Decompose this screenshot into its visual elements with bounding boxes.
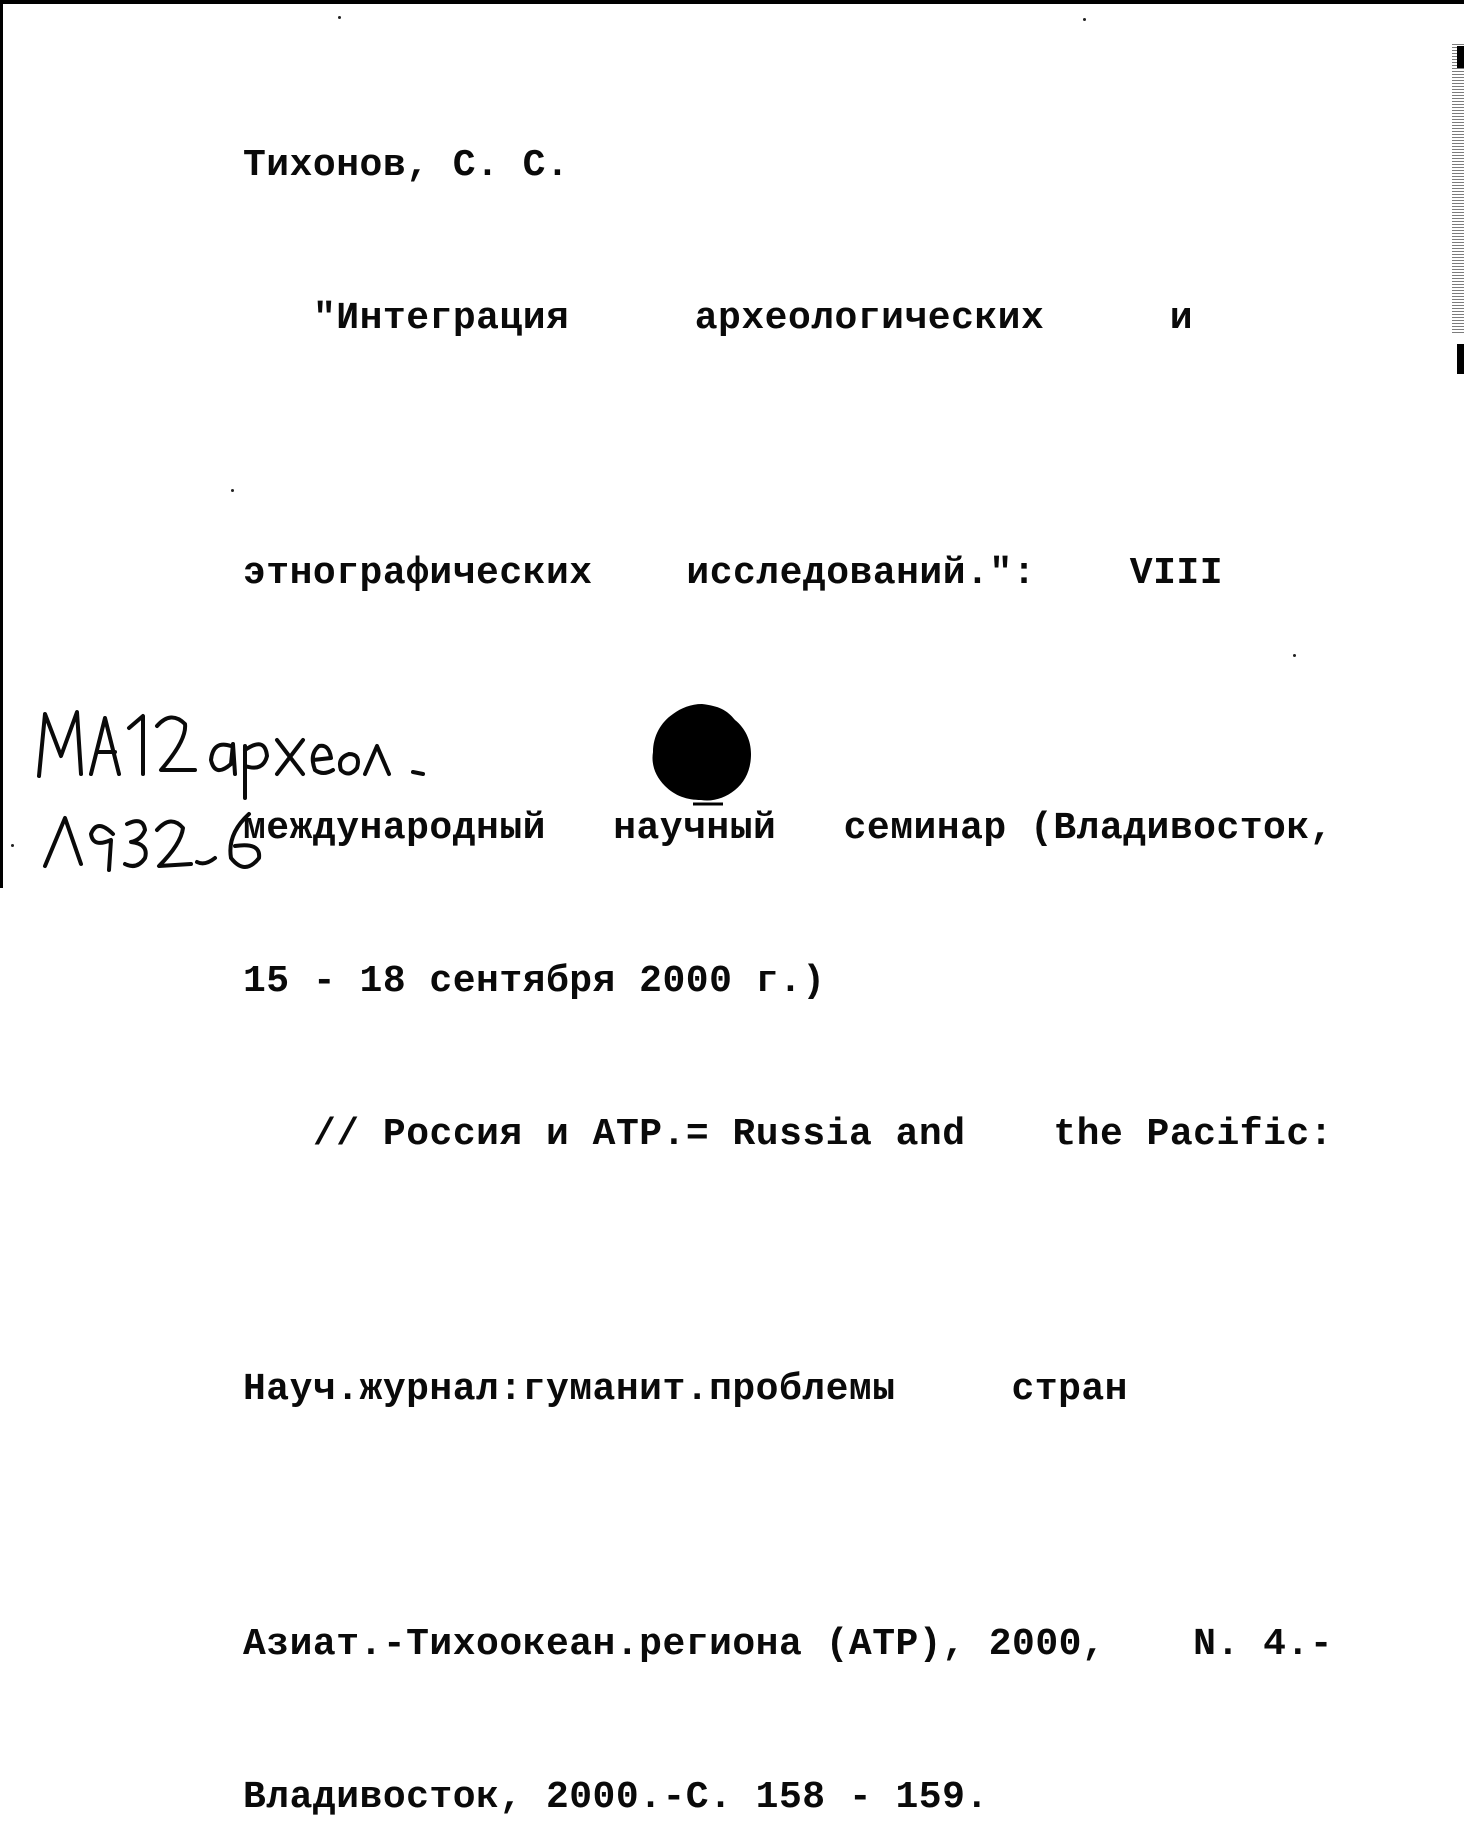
handwritten-glyph (157, 717, 195, 770)
source-line (243, 1007, 1343, 1262)
title-word: VIII (1129, 552, 1223, 595)
title-word: археологических (694, 297, 1045, 340)
scan-speck (11, 844, 14, 847)
source-line (243, 1262, 1343, 1517)
scan-speck (338, 16, 341, 19)
source-text: стран (1011, 1368, 1128, 1411)
bibliographic-entry (243, 140, 1343, 1823)
title-word: научный (613, 807, 777, 850)
conference-dates: 15 - 18 сентября 2000 г.) (243, 960, 826, 1003)
handwritten-glyph (230, 814, 259, 867)
handwritten-glyph (313, 746, 333, 773)
punch-hole (647, 700, 757, 810)
handwritten-glyph (91, 718, 119, 774)
title-word: "Интеграция (313, 297, 570, 340)
handwritten-glyph (211, 744, 235, 774)
imprint-line: Владивосток, 2000.-С. 158 - 159. (243, 1776, 989, 1819)
card-edge-mark (1457, 344, 1464, 374)
source-line (243, 1517, 1343, 1772)
handwritten-glyph (340, 754, 358, 774)
source-text: Науч.журнал:гуманит.проблемы (243, 1368, 896, 1411)
title-word: этнографических (243, 552, 593, 595)
punch-hole-shape (653, 704, 752, 801)
title-word: семинар (Владивосток, (843, 807, 1333, 850)
title-word: исследований.": (686, 552, 1036, 595)
handwritten-glyph (413, 772, 423, 774)
title-line (243, 191, 1343, 446)
handwritten-glyph (45, 818, 81, 866)
card-edge-mark (1457, 46, 1464, 68)
handwritten-glyph (129, 716, 143, 774)
source-text: the Pacific: (1053, 1113, 1333, 1156)
handwritten-glyph (157, 821, 191, 866)
source-text: // Россия и АТР.= Russia and (313, 1113, 966, 1156)
handwritten-glyph (91, 826, 113, 870)
scan-speck (231, 489, 234, 492)
source-text: Азиат.-Тихоокеан.региона (АТР), 2000, (243, 1623, 1106, 1666)
title-line (243, 446, 1343, 701)
handwritten-call-number (31, 694, 511, 884)
handwritten-glyph (39, 712, 81, 776)
handwritten-glyph (197, 858, 215, 863)
scan-speck (1083, 18, 1086, 21)
handwritten-glyph (125, 821, 146, 866)
handwritten-glyph (277, 740, 303, 774)
title-word: и (1169, 297, 1193, 340)
card-edge-scan-noise (1452, 44, 1464, 334)
title-word: международный (243, 807, 546, 850)
source-text: N. 4.- (1193, 1623, 1333, 1666)
handwritten-glyph (245, 744, 267, 798)
author-heading: Тихонов, С. С. (243, 144, 570, 187)
handwritten-glyph (365, 746, 389, 774)
